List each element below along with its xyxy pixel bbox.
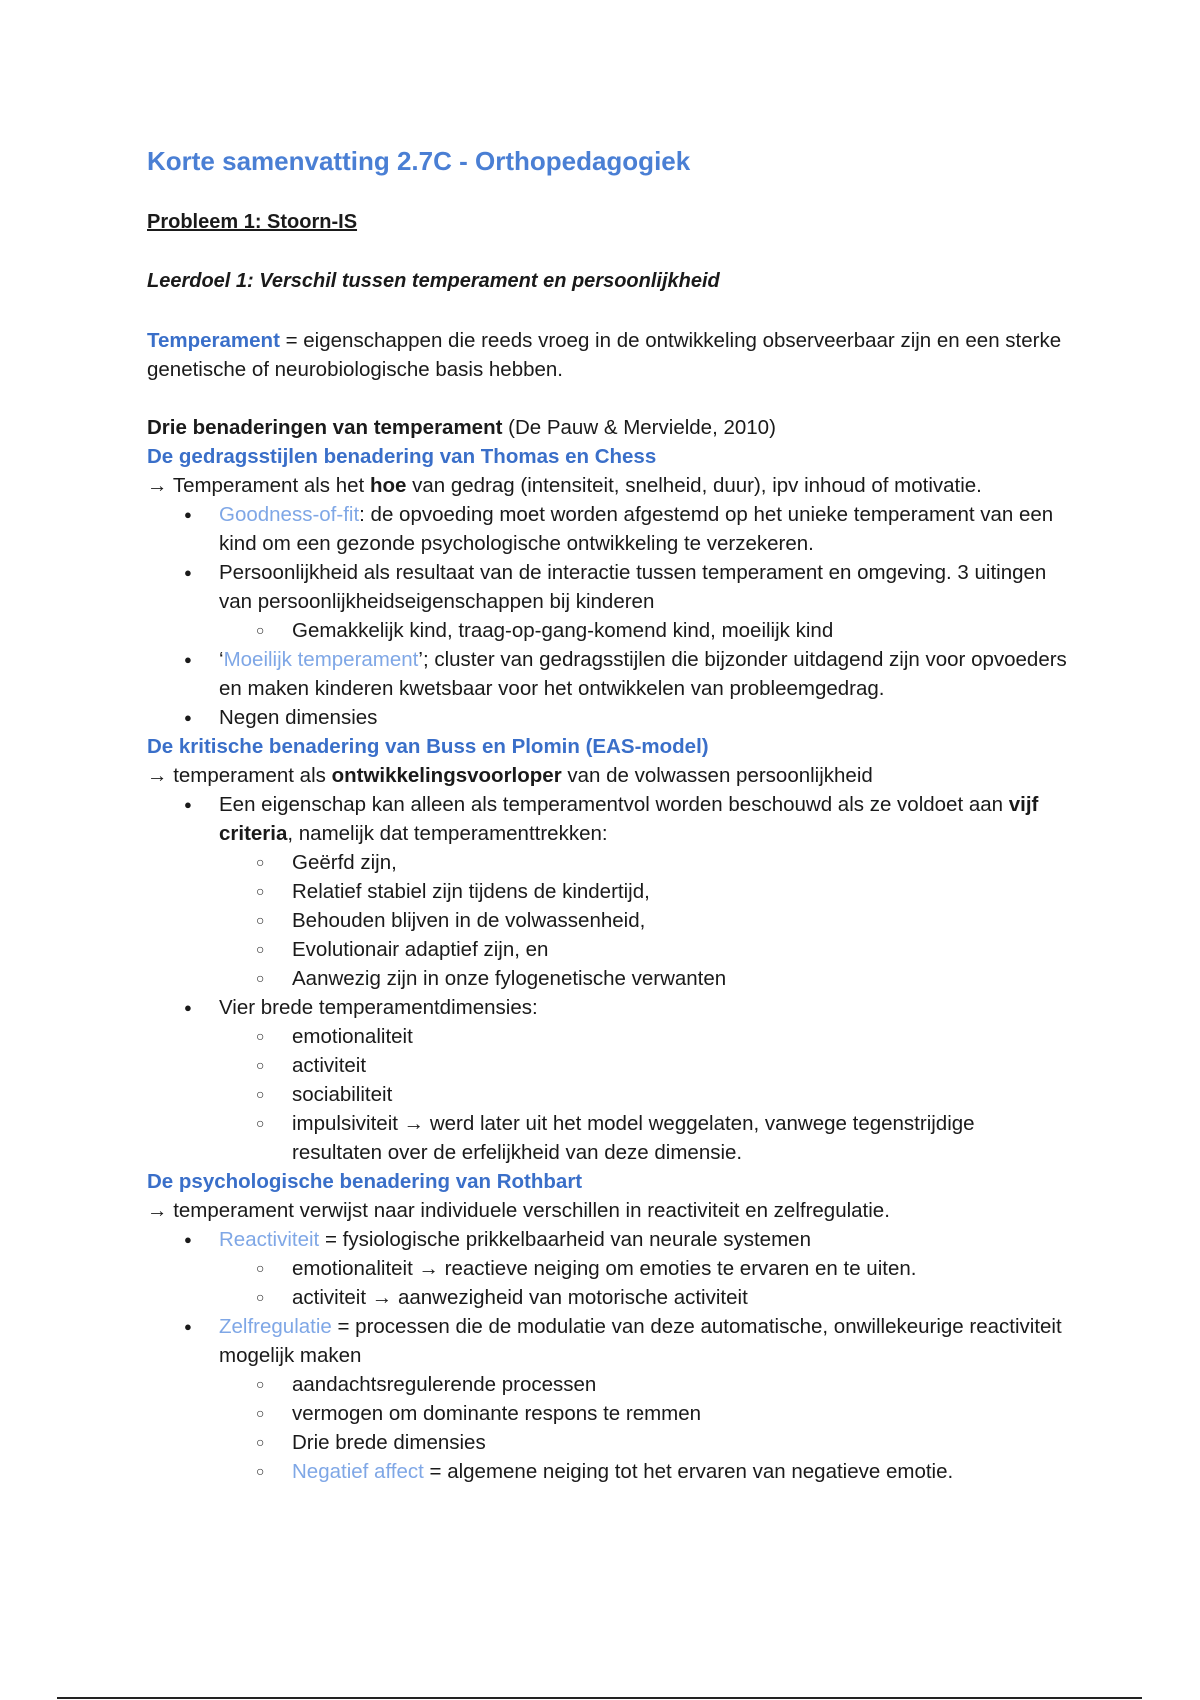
- list-item: ● Een eigenschap kan alleen als temperamentvol worden beschouwd als ze voldoet aan vijf criteria, namelijk dat temperamenttrekken: ○ Geërfd zijn, ○ Relatief stabiel zijn tijdens de kindertijd, ○ Behouden blijven in de volwassenheid, ○ Evolutionair adaptief zijn, en ○ Aanwezig zijn in onze fylogenetische verwanten: [147, 790, 1067, 993]
- rothbart-list: [147, 1225, 1067, 1486]
- learning-goal-heading: Leerdoel 1: Verschil tussen temperament en persoonlijkheid: [147, 270, 720, 292]
- buss-plomin-intro: → temperament als ontwikkelingsvoorloper van de volwassen persoonlijkheid: [147, 764, 873, 787]
- thomas-chess-heading: De gedragsstijlen benadering van Thomas en Chess: [147, 445, 657, 468]
- thomas-chess-list: [147, 500, 1067, 732]
- list-item: ○ Negatief affect = algemene neiging tot het ervaren van negatieve emotie.: [147, 1457, 1067, 1486]
- list-item: ● Zelfregulatie = processen die de modulatie van deze automatische, onwillekeurige reactiviteit mogelijk maken ○ aandachtsregulerende processen ○ vermogen om dominante respons te remmen ○ Drie brede dimensies ○ Negatief affect = algemene neiging tot het ervaren van negatieve emotie.: [147, 1312, 1067, 1486]
- rothbart-intro: → temperament verwijst naar individuele verschillen in reactiviteit en zelfregulatie.: [147, 1199, 890, 1222]
- list-item: ○ Gemakkelijk kind, traag-op-gang-komend kind, moeilijk kind: [147, 616, 1067, 645]
- list-item: ○ sociabiliteit: [147, 1080, 1067, 1109]
- temperament-term: Temperament: [147, 329, 280, 352]
- list-item: ○ emotionaliteit: [147, 1022, 1067, 1051]
- document-title: Korte samenvatting 2.7C - Orthopedagogiek: [147, 146, 691, 176]
- list-item: ● ‘Moeilijk temperament’; cluster van gedragsstijlen die bijzonder uitdagend zijn voor opvoeders en maken kinderen kwetsbaar voor het ontwikkelen van probleemgedrag.: [147, 645, 1067, 703]
- list-item: ○ Aanwezig zijn in onze fylogenetische verwanten: [147, 964, 1067, 993]
- problem-heading: Probleem 1: Stoorn-IS: [147, 211, 358, 233]
- thomas-chess-intro: → Temperament als het hoe van gedrag (intensiteit, snelheid, duur), ipv inhoud of motivatie.: [147, 474, 982, 497]
- list-item: ○ activiteit → aanwezigheid van motorische activiteit: [147, 1283, 1067, 1312]
- list-item: ○ Relatief stabiel zijn tijdens de kindertijd,: [147, 877, 1067, 906]
- temperament-definition: Temperament = eigenschappen die reeds vroeg in de ontwikkeling observeerbaar zijn en een sterke genetische of neurobiologische basis hebben.: [147, 329, 1062, 381]
- buss-plomin-list: [147, 790, 1067, 1167]
- list-item: ○ Behouden blijven in de volwassenheid,: [147, 906, 1067, 935]
- list-item: ● Reactiviteit = fysiologische prikkelbaarheid van neurale systemen ○ emotionaliteit → reactieve neiging om emoties te ervaren en te uiten. ○ activiteit → aanwezigheid van motorische activiteit: [147, 1225, 1067, 1312]
- list-item: ○ aandachtsregulerende processen: [147, 1370, 1067, 1399]
- list-item: ○ impulsiviteit → werd later uit het model weggelaten, vanwege tegenstrijdige resultaten over de erfelijkheid van deze dimensie.: [147, 1109, 1067, 1167]
- list-item: ○ activiteit: [147, 1051, 1067, 1080]
- page-bottom-rule: [57, 1697, 1142, 1699]
- approaches-intro: Drie benaderingen van temperament (De Pauw & Mervielde, 2010): [147, 416, 776, 439]
- list-item: ● Vier brede temperamentdimensies: ○ emotionaliteit ○ activiteit ○ sociabiliteit ○ impulsiviteit → werd later uit het model weggelaten, vanwege tegenstrijdige resultaten over de erfelijkheid van deze dimensie.: [147, 993, 1067, 1167]
- rothbart-heading: De psychologische benadering van Rothbart: [147, 1170, 583, 1193]
- document-body: [147, 326, 1067, 1486]
- list-item: ● Goodness-of-fit: de opvoeding moet worden afgestemd op het unieke temperament van een kind om een gezonde psychologische ontwikkeling te verzekeren.: [147, 500, 1067, 558]
- list-item: ○ vermogen om dominante respons te remmen: [147, 1399, 1067, 1428]
- list-item: ○ Geërfd zijn,: [147, 848, 1067, 877]
- buss-plomin-heading: De kritische benadering van Buss en Plomin (EAS-model): [147, 735, 709, 758]
- list-item: ● Negen dimensies: [147, 703, 1067, 732]
- list-item: ● Persoonlijkheid als resultaat van de interactie tussen temperament en omgeving. 3 uitingen van persoonlijkheidseigenschappen bij kinderen ○ Gemakkelijk kind, traag-op-gang-komend kind, moeilijk kind: [147, 558, 1067, 645]
- list-item: ○ emotionaliteit → reactieve neiging om emoties te ervaren en te uiten.: [147, 1254, 1067, 1283]
- list-item: ○ Drie brede dimensies: [147, 1428, 1067, 1457]
- list-item: ○ Evolutionair adaptief zijn, en: [147, 935, 1067, 964]
